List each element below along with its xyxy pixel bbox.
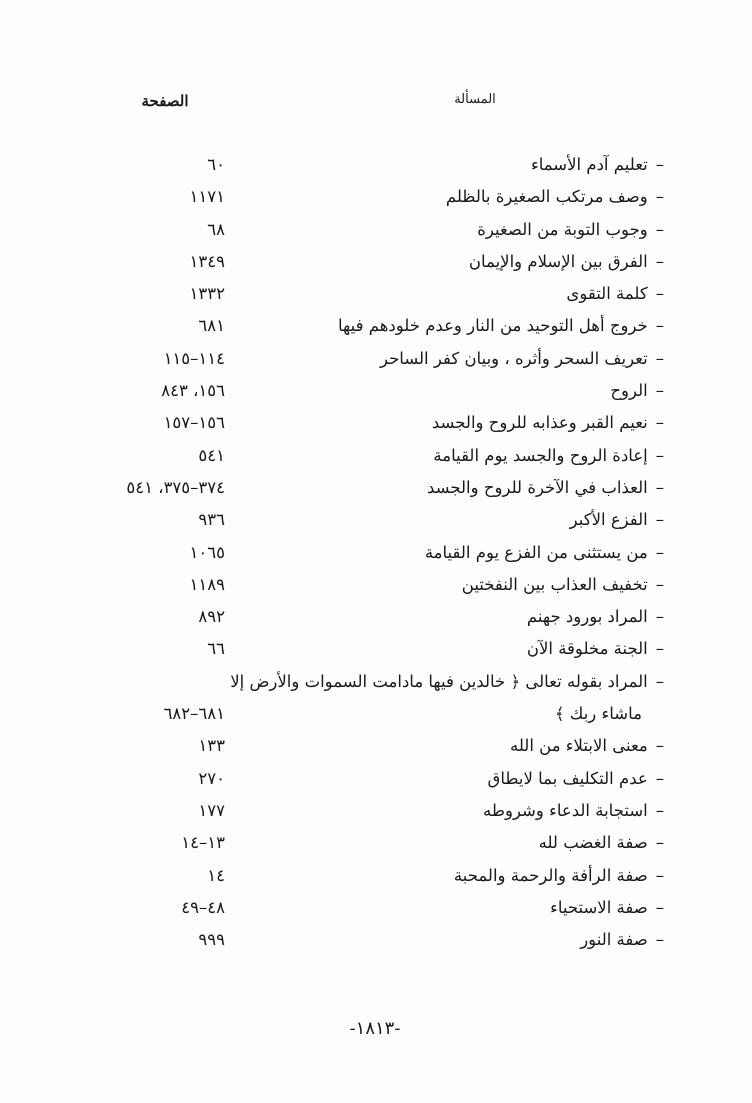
entry-dash: –: [655, 477, 664, 497]
entry-page-ref: ١٤: [207, 865, 225, 885]
index-entry: [0, 478, 752, 510]
entry-topic-text: ماشاء ربك ﴾: [554, 704, 642, 724]
entry-topic: [527, 639, 664, 658]
entry-topic-text: عدم التكليف بما لايطاق: [487, 768, 648, 788]
index-entry: [0, 252, 752, 284]
index-entry: [0, 801, 752, 833]
entry-page-ref: ١٠٦٥: [189, 542, 225, 562]
entry-dash: –: [655, 284, 664, 304]
entry-topic: [427, 478, 664, 497]
entry-dash: –: [655, 381, 664, 401]
entry-dash: –: [655, 348, 664, 368]
entry-dash: –: [655, 510, 664, 530]
entry-dash: –: [655, 800, 664, 820]
entry-page-ref: ٥٤١: [198, 445, 225, 465]
entry-topic: [433, 446, 664, 465]
entry-page-ref: ٦٦: [207, 639, 225, 659]
entry-dash: –: [655, 897, 664, 917]
index-entry: [0, 543, 752, 575]
index-entry: [0, 672, 752, 704]
entry-topic-text: تعريف السحر وأثره ، وبيان كفر الساحر: [379, 348, 648, 368]
entry-topic-text: خروج أهل التوحيد من النار وعدم خلودهم فيها: [337, 316, 648, 336]
entry-topic-text: إعادة الروح والجسد يوم القيامة: [433, 445, 648, 465]
entry-topic: [380, 349, 664, 368]
entry-topic-text: صفة النور: [580, 930, 648, 950]
entry-page-ref: ١٣–١٤: [181, 833, 225, 853]
entry-topic: [531, 155, 664, 174]
index-entry: [0, 187, 752, 219]
entry-dash: –: [655, 768, 664, 788]
entry-page-ref: ٩٣٦: [198, 510, 225, 530]
entry-page-ref: ٨٩٢: [198, 607, 225, 627]
index-entry: [0, 446, 752, 478]
entry-topic-text: استجابة الدعاء وشروطه: [483, 800, 648, 820]
index-entry: [0, 898, 752, 930]
entry-page-ref: ٦٨١–٦٨٢: [163, 704, 225, 724]
entry-page-ref: ١١٧١: [189, 187, 225, 207]
entry-topic: [566, 284, 664, 303]
index-entry: [0, 607, 752, 639]
entry-dash: –: [655, 316, 664, 336]
entry-dash: –: [655, 639, 664, 659]
entry-topic: [580, 930, 664, 949]
entry-topic-text: تعليم آدم الأسماء: [530, 155, 648, 174]
entry-topic-text: نعيم القبر وعذابه للروح والجسد: [431, 413, 648, 433]
entry-page-ref: ١٣٣: [198, 736, 225, 756]
index-entry: [0, 866, 752, 898]
entry-page-ref: ١١٤–١١٥: [163, 348, 225, 368]
entry-topic-text: كلمة التقوى: [566, 284, 648, 304]
index-entry: [0, 930, 752, 962]
index-entries: [0, 155, 752, 962]
entry-topic: [462, 575, 664, 594]
entry-dash: –: [655, 155, 664, 174]
entry-page-ref: ١٣٣٢: [189, 284, 225, 304]
index-entry: [0, 413, 752, 445]
entry-topic-text: تخفيف العذاب بين النفختين: [461, 574, 648, 594]
entry-topic-text: وجوب التوبة من الصغيرة: [477, 219, 648, 239]
entry-topic: [550, 898, 664, 917]
issue-column-header: المسألة: [454, 92, 496, 107]
index-entry: [0, 704, 752, 736]
entry-dash: –: [655, 736, 664, 756]
entry-dash: –: [655, 445, 664, 465]
entry-page-ref: ٦٨١: [198, 316, 225, 336]
entry-topic: [454, 866, 664, 885]
entry-topic: [555, 704, 642, 723]
entry-page-ref: ٣٧٤–٣٧٥، ٥٤١: [126, 477, 225, 497]
entry-topic: [488, 769, 664, 788]
index-entry: [0, 220, 752, 252]
index-entry: [0, 575, 752, 607]
entry-topic-text: المراد بورود جهنم: [526, 607, 648, 627]
index-entry: [0, 833, 752, 865]
entry-topic: [610, 381, 664, 400]
entry-topic: [432, 413, 664, 432]
entry-topic-text: الفزع الأكبر: [569, 510, 648, 530]
entry-topic-text: المراد بقوله تعالى ﴿ خالدين فيها مادامت السموات والأرض إلا: [230, 671, 648, 691]
entry-dash: –: [655, 219, 664, 239]
index-entry: [0, 284, 752, 316]
entry-dash: –: [655, 251, 664, 271]
index-entry: [0, 349, 752, 381]
entry-topic: [510, 736, 664, 755]
entry-page-ref: ٩٩٩: [198, 930, 225, 950]
index-entry: [0, 316, 752, 348]
entry-page-ref: ٦٠: [207, 155, 225, 174]
entry-topic-text: من يستثنى من الفزع يوم القيامة: [424, 542, 648, 562]
entry-topic: [338, 316, 664, 335]
entry-topic-text: صفة الغضب لله: [538, 833, 648, 853]
entry-dash: –: [655, 930, 664, 950]
entry-page-ref: ١٥٦–١٥٧: [163, 413, 225, 433]
entry-topic-text: صفة الرأفة والرحمة والمحبة: [453, 865, 648, 885]
index-entry: [0, 769, 752, 801]
entry-dash: –: [655, 671, 664, 691]
index-entry: [0, 736, 752, 768]
entry-dash: –: [655, 413, 664, 433]
entry-topic: [230, 672, 664, 691]
entry-page-ref: ٤٨–٤٩: [181, 897, 225, 917]
index-entry: [0, 381, 752, 413]
entry-page-ref: ٦٨: [207, 219, 225, 239]
index-entry: [0, 639, 752, 671]
entry-topic-text: الجنة مخلوقة الآن: [526, 639, 648, 659]
index-entry: [0, 510, 752, 542]
entry-dash: –: [655, 542, 664, 562]
entry-dash: –: [655, 865, 664, 885]
entry-topic: [477, 220, 664, 239]
entry-dash: –: [655, 607, 664, 627]
entry-page-ref: ١١٨٩: [189, 574, 225, 594]
page-number: -١٨١٣-: [349, 1018, 401, 1039]
entry-page-ref: ١٣٤٩: [189, 251, 225, 271]
entry-page-ref: ١٥٦، ٨٤٣: [161, 381, 225, 401]
entry-topic: [527, 607, 664, 626]
entry-dash: –: [655, 187, 664, 207]
entry-topic: [446, 187, 664, 206]
entry-topic: [469, 252, 664, 271]
page-column-header: الصفحة: [141, 92, 189, 110]
entry-dash: –: [655, 833, 664, 853]
entry-topic: [425, 543, 664, 562]
entry-topic-text: معنى الابتلاء من الله: [509, 736, 648, 756]
entry-topic-text: العذاب في الآخرة للروح والجسد: [427, 477, 648, 497]
entry-topic: [483, 801, 664, 820]
entry-topic-text: صفة الاستحياء: [550, 897, 648, 917]
entry-page-ref: ٢٧٠: [198, 768, 225, 788]
entry-topic-text: وصف مرتكب الصغيرة بالظلم: [445, 187, 648, 207]
entry-topic: [570, 510, 664, 529]
entry-topic-text: الفرق بين الإسلام والإيمان: [468, 251, 648, 271]
index-entry: [0, 155, 752, 187]
entry-page-ref: ١٧٧: [198, 800, 225, 820]
entry-topic: [539, 833, 664, 852]
entry-dash: –: [655, 574, 664, 594]
entry-topic-text: الروح: [610, 381, 648, 401]
